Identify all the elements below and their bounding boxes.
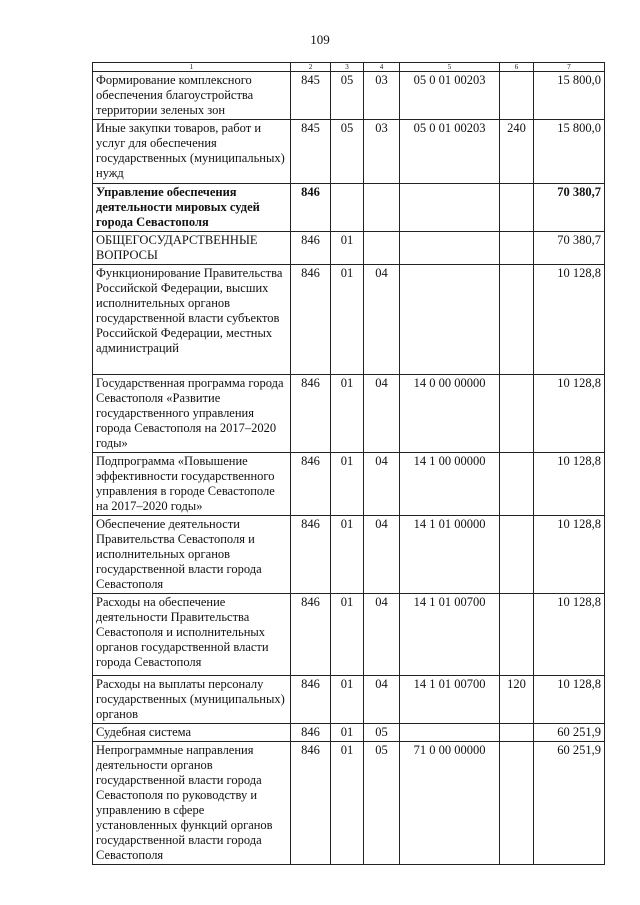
- column-header: 6: [500, 63, 534, 72]
- expense-type-code: [500, 742, 534, 865]
- ministry-code: 846: [291, 676, 331, 724]
- column-header: 1: [93, 63, 291, 72]
- item-name: Обеспечение деятельности Правительства Севастополя и исполнительных органов государственной власти города Севастополя: [93, 516, 291, 594]
- table-row: [93, 676, 605, 724]
- section-code: 01: [331, 453, 364, 516]
- ministry-code: 846: [291, 742, 331, 865]
- ministry-code: 846: [291, 516, 331, 594]
- table-row: [93, 516, 605, 594]
- table-row: [93, 265, 605, 375]
- amount: 10 128,8: [534, 594, 605, 676]
- ministry-code: 845: [291, 72, 331, 120]
- section-code: 05: [331, 120, 364, 184]
- table-row: [93, 742, 605, 865]
- section-code: 01: [331, 232, 364, 265]
- subsection-code: 04: [364, 375, 400, 453]
- subsection-code: 04: [364, 453, 400, 516]
- expense-type-code: [500, 516, 534, 594]
- section-code: 01: [331, 724, 364, 742]
- section-code: 01: [331, 742, 364, 865]
- subsection-code: 04: [364, 516, 400, 594]
- column-header: 7: [534, 63, 605, 72]
- budget-table: [92, 62, 605, 865]
- amount: 70 380,7: [534, 184, 605, 232]
- subsection-code: 04: [364, 265, 400, 375]
- item-name: Государственная программа города Севастополя «Развитие государственного управления города Севастополя на 2017–2020 годы»: [93, 375, 291, 453]
- page-number: 109: [310, 32, 330, 47]
- ministry-code: 846: [291, 184, 331, 232]
- expense-type-code: [500, 453, 534, 516]
- expense-type-code: 120: [500, 676, 534, 724]
- section-code: 01: [331, 375, 364, 453]
- section-code: [331, 184, 364, 232]
- subsection-code: 04: [364, 676, 400, 724]
- section-code: 01: [331, 594, 364, 676]
- amount: 60 251,9: [534, 742, 605, 865]
- target-article-code: [400, 184, 500, 232]
- amount: 70 380,7: [534, 232, 605, 265]
- table-row: [93, 724, 605, 742]
- table-row: [93, 120, 605, 184]
- amount: 10 128,8: [534, 453, 605, 516]
- item-name: Управление обеспечения деятельности мировых судей города Севастополя: [93, 184, 291, 232]
- subsection-code: 05: [364, 742, 400, 865]
- amount: 10 128,8: [534, 265, 605, 375]
- target-article-code: 14 1 00 00000: [400, 453, 500, 516]
- section-code: 01: [331, 265, 364, 375]
- target-article-code: 71 0 00 00000: [400, 742, 500, 865]
- item-name: Подпрограмма «Повышение эффективности государственного управления в городе Севастополе на 2017–2020 годы»: [93, 453, 291, 516]
- column-header: 4: [364, 63, 400, 72]
- expense-type-code: [500, 265, 534, 375]
- ministry-code: 846: [291, 232, 331, 265]
- item-name: Формирование комплексного обеспечения благоустройства территории зеленых зон: [93, 72, 291, 120]
- table-row: [93, 184, 605, 232]
- expense-type-code: [500, 594, 534, 676]
- amount: 10 128,8: [534, 676, 605, 724]
- amount: 10 128,8: [534, 516, 605, 594]
- ministry-code: 846: [291, 375, 331, 453]
- item-name: Функционирование Правительства Российской Федерации, высших исполнительных органов государственной власти субъектов Российской Федерации, местных администраций: [93, 265, 291, 375]
- target-article-code: 05 0 01 00203: [400, 120, 500, 184]
- target-article-code: [400, 265, 500, 375]
- subsection-code: 05: [364, 724, 400, 742]
- table-row: [93, 594, 605, 676]
- target-article-code: 05 0 01 00203: [400, 72, 500, 120]
- column-header: 2: [291, 63, 331, 72]
- table-header-row: [93, 63, 605, 72]
- subsection-code: 03: [364, 120, 400, 184]
- subsection-code: [364, 232, 400, 265]
- target-article-code: 14 1 01 00000: [400, 516, 500, 594]
- target-article-code: 14 0 00 00000: [400, 375, 500, 453]
- item-name: Иные закупки товаров, работ и услуг для обеспечения государственных (муниципальных) нужд: [93, 120, 291, 184]
- ministry-code: 846: [291, 594, 331, 676]
- subsection-code: 04: [364, 594, 400, 676]
- amount: 10 128,8: [534, 375, 605, 453]
- section-code: 01: [331, 516, 364, 594]
- ministry-code: 846: [291, 724, 331, 742]
- amount: 15 800,0: [534, 72, 605, 120]
- item-name: ОБЩЕГОСУДАРСТВЕННЫЕ ВОПРОСЫ: [93, 232, 291, 265]
- ministry-code: 846: [291, 265, 331, 375]
- section-code: 05: [331, 72, 364, 120]
- target-article-code: 14 1 01 00700: [400, 676, 500, 724]
- table-row: [93, 72, 605, 120]
- subsection-code: 03: [364, 72, 400, 120]
- item-name: Судебная система: [93, 724, 291, 742]
- item-name: Расходы на выплаты персоналу государственных (муниципальных) органов: [93, 676, 291, 724]
- ministry-code: 846: [291, 453, 331, 516]
- column-header: 3: [331, 63, 364, 72]
- expense-type-code: [500, 375, 534, 453]
- expense-type-code: [500, 184, 534, 232]
- target-article-code: 14 1 01 00700: [400, 594, 500, 676]
- table-row: [93, 232, 605, 265]
- table-row: [93, 375, 605, 453]
- ministry-code: 845: [291, 120, 331, 184]
- section-code: 01: [331, 676, 364, 724]
- expense-type-code: 240: [500, 120, 534, 184]
- target-article-code: [400, 724, 500, 742]
- target-article-code: [400, 232, 500, 265]
- amount: 60 251,9: [534, 724, 605, 742]
- item-name: Непрограммные направления деятельности органов государственной власти города Севастополя по руководству и управлению в сфере установленных функций органов государственной власти города Севастополя: [93, 742, 291, 865]
- expense-type-code: [500, 72, 534, 120]
- item-name: Расходы на обеспечение деятельности Правительства Севастополя и исполнительных органов государственной власти города Севастополя: [93, 594, 291, 676]
- subsection-code: [364, 184, 400, 232]
- amount: 15 800,0: [534, 120, 605, 184]
- table-row: [93, 453, 605, 516]
- column-header: 5: [400, 63, 500, 72]
- expense-type-code: [500, 724, 534, 742]
- expense-type-code: [500, 232, 534, 265]
